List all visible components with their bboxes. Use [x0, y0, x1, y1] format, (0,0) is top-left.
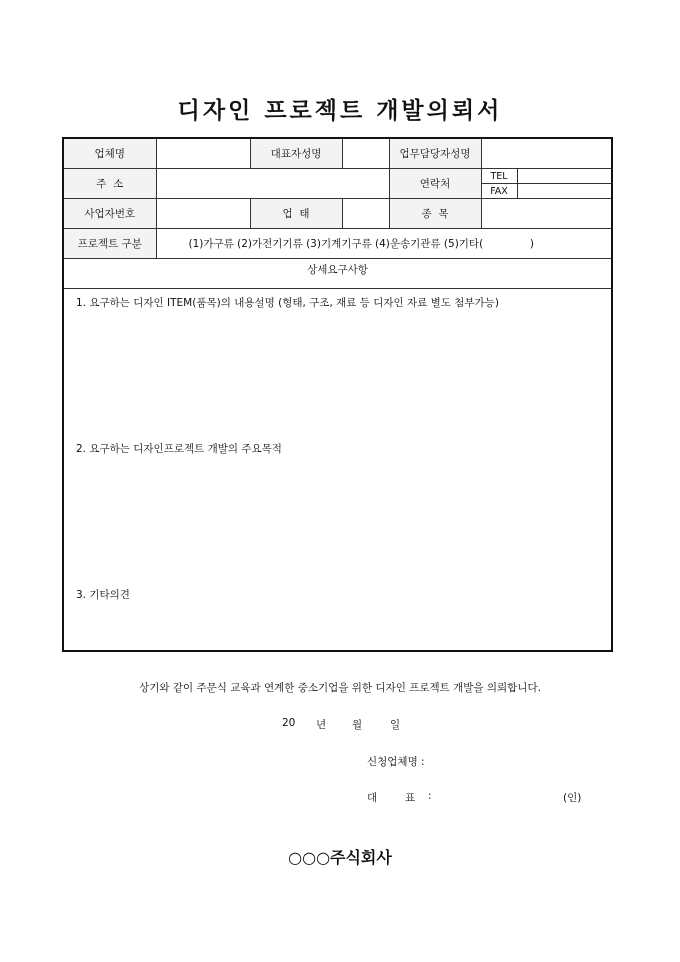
info-table	[64, 139, 611, 601]
date-year-prefix: 20	[282, 717, 296, 729]
manager-label: 업무담당자성명	[389, 139, 481, 169]
ceo-label: 대표자성명	[250, 139, 342, 169]
date-year: 년	[316, 719, 327, 731]
question-2: 2. 요구하는 디자인프로젝트 개발의 주요목적	[76, 443, 282, 455]
date-day: 일	[390, 719, 401, 731]
rep-label-1: 대	[367, 792, 378, 804]
address-field[interactable]	[156, 169, 389, 199]
bizno-field[interactable]	[156, 199, 250, 229]
question-1: 1. 요구하는 디자인 ITEM(품목)의 내용설명 (형태, 구조, 재료 등 디자인 자료 별도 첨부가능)	[76, 297, 499, 309]
company-name: ○○○주식회사	[288, 848, 392, 867]
fax-field[interactable]	[517, 184, 611, 199]
date-month: 월	[352, 719, 363, 731]
fax-label: FAX	[482, 184, 518, 199]
category-label: 종 목	[389, 199, 481, 229]
document-title: 디자인 프로젝트 개발의뢰서	[177, 98, 503, 124]
address-label: 주 소	[64, 169, 156, 199]
project-type-options[interactable]: (1)가구류 (2)가전기기류 (3)기계기구류 (4)운송기관류 (5)기타( )	[156, 229, 611, 259]
applicant-label: 신청업체명 :	[367, 756, 425, 768]
bizno-label: 사업자번호	[64, 199, 156, 229]
contact-label: 연락처	[389, 169, 481, 199]
rep-label-2: 표	[405, 792, 416, 804]
ceo-field[interactable]	[342, 139, 389, 169]
question-3: 3. 기타의견	[76, 589, 130, 601]
category-field[interactable]	[481, 199, 611, 229]
request-statement: 상기와 같이 주문식 교육과 연계한 중소기업을 위한 디자인 프로젝트 개발을 의뢰합니다.	[139, 682, 541, 694]
biztype-field[interactable]	[342, 199, 389, 229]
manager-field[interactable]	[481, 139, 611, 169]
tel-field[interactable]	[517, 169, 611, 184]
project-type-label: 프로젝트 구분	[64, 229, 156, 259]
company-label: 업체명	[64, 139, 156, 169]
details-title: 상세요구사항	[307, 264, 368, 276]
details-section	[64, 259, 611, 601]
request-form	[62, 137, 613, 652]
contact-cell	[481, 169, 611, 199]
tel-label: TEL	[482, 169, 518, 184]
biztype-label: 업 태	[250, 199, 342, 229]
rep-colon: :	[428, 790, 432, 802]
seal-mark: (인)	[563, 792, 582, 804]
company-field[interactable]	[156, 139, 250, 169]
